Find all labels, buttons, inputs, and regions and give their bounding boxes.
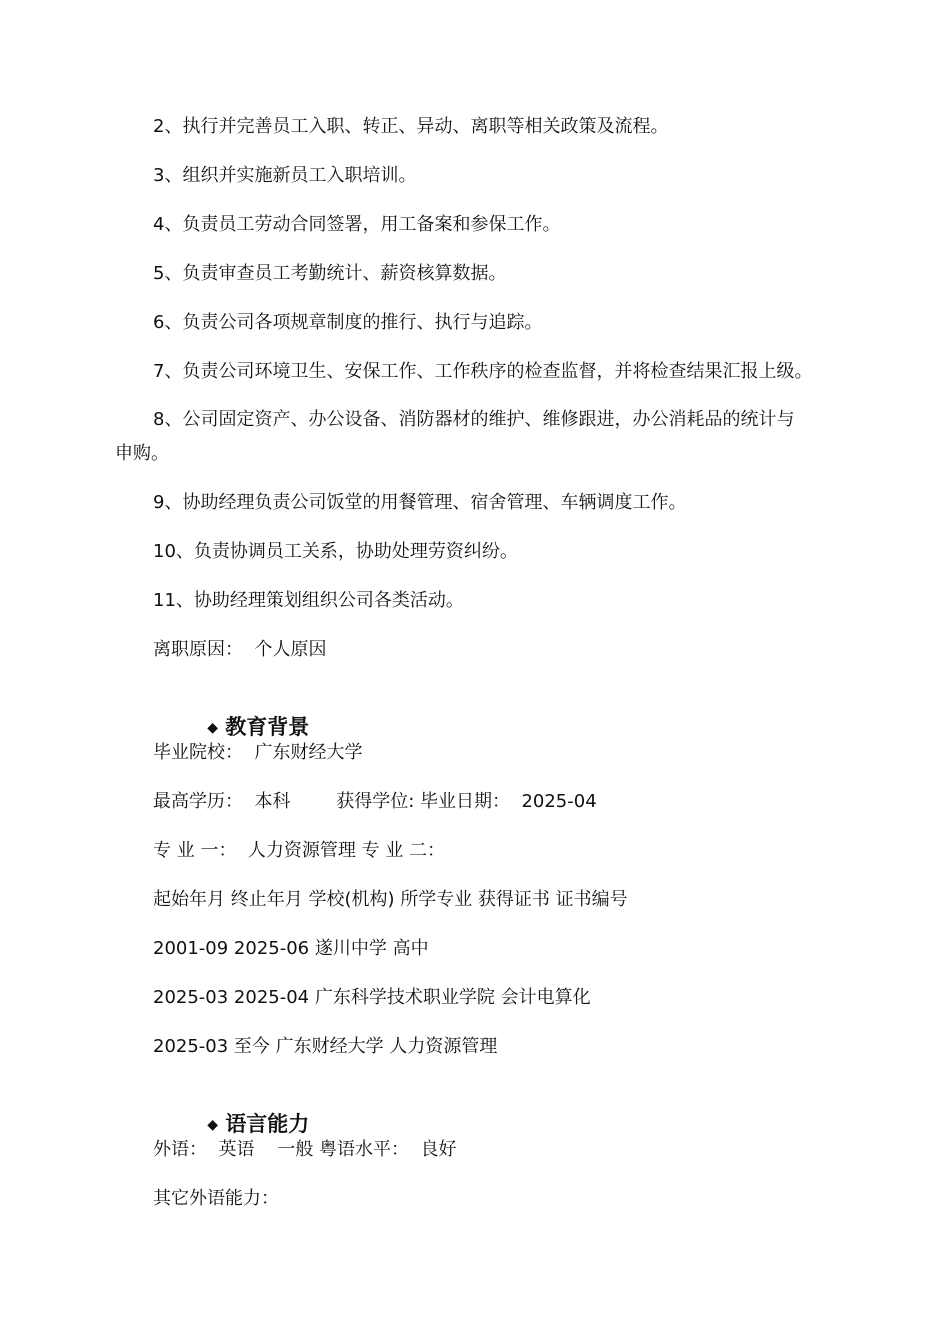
duty-line: 6、负责公司各项规章制度的推行、执行与追踪。 (153, 312, 543, 333)
duty-line: 5、负责审查员工考勤统计、薪资核算数据。 (153, 263, 507, 284)
duty-line: 11、协助经理策划组织公司各类活动。 (153, 590, 464, 611)
diamond-bullet-icon: ◆ (207, 1117, 219, 1133)
education-line: 2001-09 2025-06 遂川中学 高中 (153, 938, 429, 959)
duty-line: 9、协助经理负责公司饭堂的用餐管理、宿舍管理、车辆调度工作。 (153, 492, 687, 513)
education-line: 2025-03 2025-04 广东科学技术职业学院 会计电算化 (153, 987, 591, 1008)
duty-line: 4、负责员工劳动合同签署，用工备案和参保工作。 (153, 214, 561, 235)
diamond-bullet-icon: ◆ (207, 720, 219, 736)
education-line: 最高学历： 本科 获得学位: 毕业日期： 2025-04 (153, 791, 597, 812)
duty-line: 10、负责协调员工关系，协助处理劳资纠纷。 (153, 541, 518, 562)
duty-line-continuation: 申购。 (115, 443, 169, 464)
education-heading-text: 教育背景 (225, 715, 310, 739)
education-line: 专 业 一： 人力资源管理 专 业 二： (153, 840, 446, 861)
duty-line: 7、负责公司环境卫生、安保工作、工作秩序的检查监督，并将检查结果汇报上级。 (153, 361, 813, 382)
education-line: 毕业院校： 广东财经大学 (153, 742, 363, 763)
language-line: 其它外语能力： (153, 1188, 279, 1209)
duty-line: 8、公司固定资产、办公设备、消防器材的维护、维修跟进，办公消耗品的统计与 (153, 409, 795, 430)
education-line: 2025-03 至今 广东财经大学 人力资源管理 (153, 1036, 498, 1057)
leave-reason: 离职原因： 个人原因 (153, 639, 327, 660)
language-heading-text: 语言能力 (225, 1112, 310, 1136)
duty-line: 2、执行并完善员工入职、转正、异动、离职等相关政策及流程。 (153, 116, 669, 137)
language-line: 外语： 英语 一般 粤语水平： 良好 (153, 1139, 457, 1160)
education-line: 起始年月 终止年月 学校(机构) 所学专业 获得证书 证书编号 (153, 889, 628, 910)
duty-line: 3、组织并实施新员工入职培训。 (153, 165, 417, 186)
